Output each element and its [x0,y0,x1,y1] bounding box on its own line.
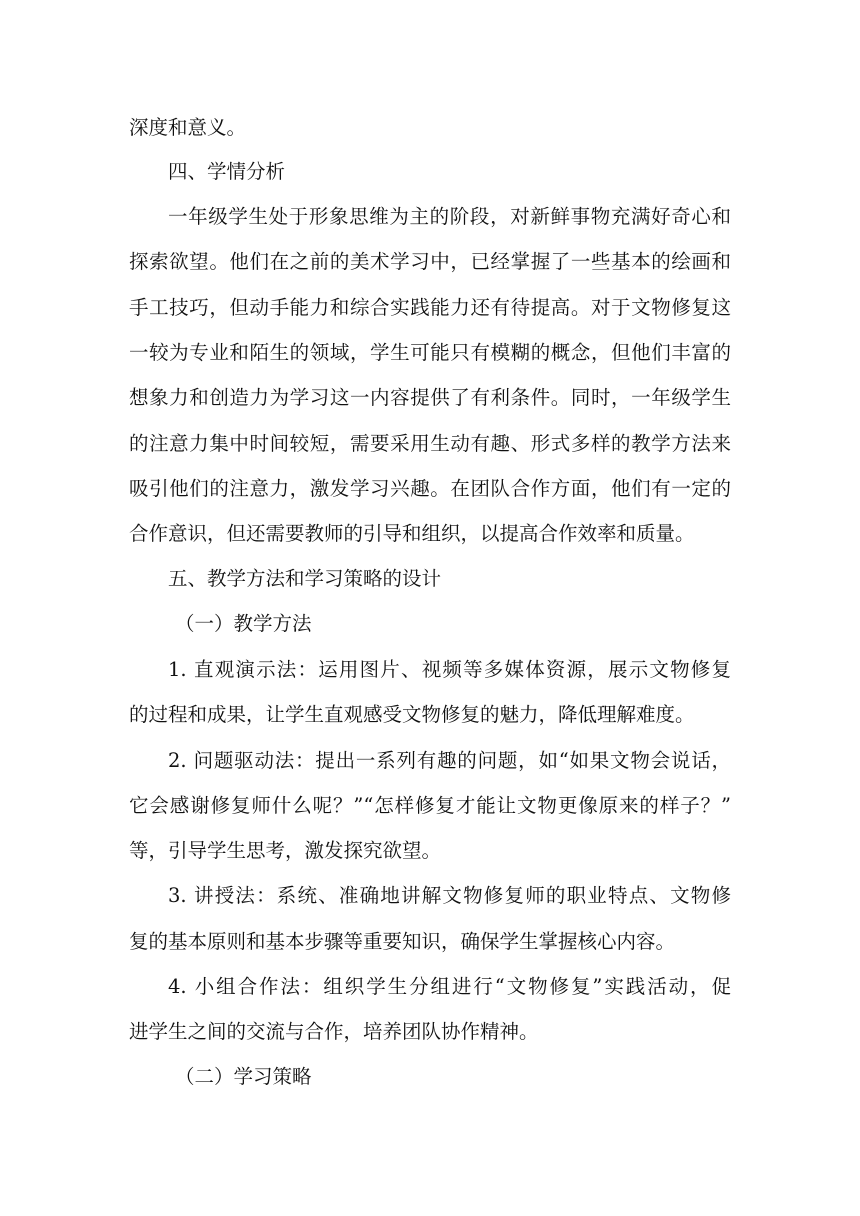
paragraph-line: 深度和意义。 [129,116,247,139]
list-item-line: 它会感谢修复师什么呢？”“怎样修复才能让文物更像原来的样子？” [129,794,731,817]
paragraph-line: 的注意力集中时间较短，需要采用生动有趣、形式多样的教学方法来 [129,432,731,455]
section-heading: 五、教学方法和学习策略的设计 [168,567,442,590]
list-item-line: 3. 讲授法：系统、准确地讲解文物修复师的职业特点、文物修 [168,884,731,907]
list-item-line: 的过程和成果，让学生直观感受文物修复的魅力，降低理解难度。 [129,703,695,726]
paragraph-line: 想象力和创造力为学习这一内容提供了有利条件。同时，一年级学生 [129,386,731,409]
list-item-line: 2. 问题驱动法：提出一系列有趣的问题，如“如果文物会说话， [168,749,731,772]
subsection-heading: （一）教学方法 [175,612,312,635]
subsection-heading: （二）学习策略 [175,1065,312,1088]
list-item-line: 4. 小组合作法：组织学生分组进行“文物修复”实践活动，促 [168,975,731,998]
paragraph-line: 一较为专业和陌生的领域，学生可能只有模糊的概念，但他们丰富的 [129,341,731,364]
paragraph-line: 一年级学生处于形象思维为主的阶段，对新鲜事物充满好奇心和 [168,205,731,228]
section-heading: 四、学情分析 [168,160,286,183]
list-item-line: 进学生之间的交流与合作，培养团队协作精神。 [129,1020,539,1043]
list-item-line: 1. 直观演示法：运用图片、视频等多媒体资源，展示文物修复 [168,658,731,681]
paragraph-line: 合作意识，但还需要教师的引导和组织，以提高合作效率和质量。 [129,522,695,545]
paragraph-line: 探索欲望。他们在之前的美术学习中，已经掌握了一些基本的绘画和 [129,250,731,273]
list-item-line: 复的基本原则和基本步骤等重要知识，确保学生掌握核心内容。 [129,930,676,953]
paragraph-line: 手工技巧，但动手能力和综合实践能力还有待提高。对于文物修复这 [129,296,731,319]
paragraph-line: 吸引他们的注意力，激发学习兴趣。在团队合作方面，他们有一定的 [129,477,731,500]
list-item-line: 等，引导学生思考，激发探究欲望。 [129,839,442,862]
